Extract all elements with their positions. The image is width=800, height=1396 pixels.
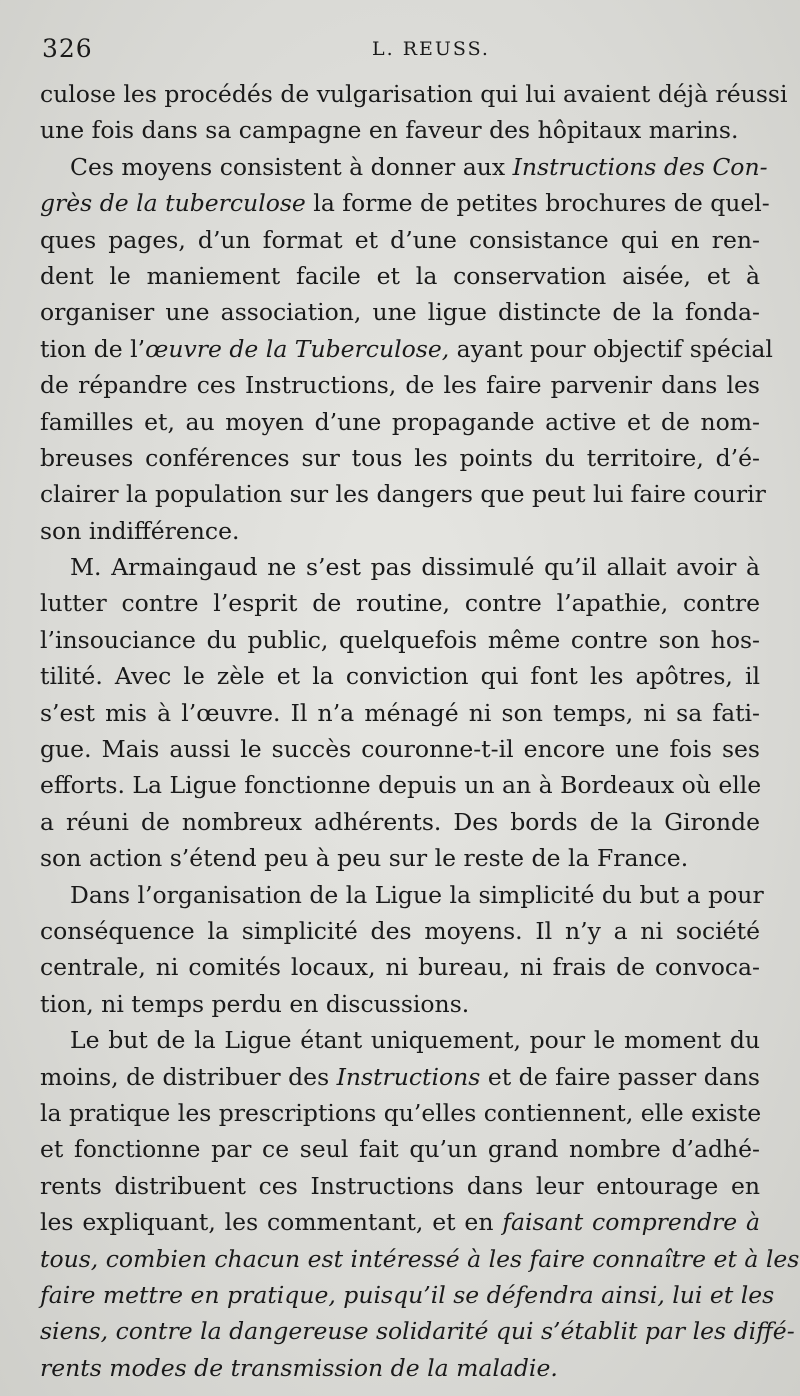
text-line: [40, 331, 773, 367]
text-line: la pratique les prescriptions qu’elles contiennent, elle existe: [40, 1098, 762, 1127]
text-line: tion, ni temps perdu en discussions.: [40, 989, 470, 1018]
italic-text: Instructions des Con-: [512, 152, 768, 181]
text-line: [40, 1059, 760, 1095]
running-head: L. REUSS.: [372, 38, 490, 60]
text-run: et de faire passer dans: [480, 1062, 760, 1091]
italic-text: Instructions: [336, 1062, 481, 1091]
text-line: breuses conférences sur tous les points du territoire, d’é-: [40, 443, 760, 472]
text-line: lutter contre l’esprit de routine, contre l’apathie, contre: [40, 589, 760, 618]
text-line: rents modes de transmission de la maladie.: [40, 1353, 558, 1382]
text-line: conséquence la simplicité des moyens. Il n’y a ni société: [40, 916, 760, 945]
page-header: [42, 34, 760, 68]
text-line: rents distribuent ces Instructions dans leur entourage en: [40, 1171, 760, 1200]
text-line: [40, 149, 768, 185]
text-line: culose les procédés de vulgarisation qui lui avaient déjà réussi: [40, 80, 788, 108]
text-line: a réuni de nombreux adhérents. Des bords de la Gironde: [40, 807, 760, 836]
text-line: familles et, au moyen d’une propagande active et de nom-: [40, 407, 760, 436]
text-line: de répandre ces Instructions, de les faire parvenir dans les: [40, 371, 760, 400]
text-run: tion de l’: [40, 334, 146, 363]
text-line: clairer la population sur les dangers que peut lui faire courir: [40, 480, 766, 509]
text-line: dent le maniement facile et la conservation aisée, et à: [40, 261, 760, 290]
italic-text: grès de la tuberculose: [40, 189, 306, 218]
text-line: tilité. Avec le zèle et la conviction qui font les apôtres, il: [40, 662, 760, 691]
text-run: ayant pour objectif spécial: [449, 334, 773, 363]
italic-text: œuvre de la Tuberculose,: [145, 334, 450, 363]
text-line: siens, contre la dangereuse solidarité qui s’établit par les diffé-: [40, 1317, 795, 1346]
text-line: efforts. La Ligue fonctionne depuis un an à Bordeaux où elle: [40, 771, 762, 800]
text-line: organiser une association, une ligue distincte de la fonda-: [40, 298, 760, 327]
text-line: une fois dans sa campagne en faveur des hôpitaux marins.: [40, 116, 739, 145]
text-line: tous, combien chacun est intéressé à les faire connaître et à les: [40, 1244, 800, 1273]
text-line: [40, 1204, 760, 1240]
text-line: et fonctionne par ce seul fait qu’un grand nombre d’adhé-: [40, 1135, 760, 1164]
italic-text: faisant comprendre à: [502, 1208, 760, 1237]
body-text: [40, 76, 800, 1386]
page-number: 326: [42, 34, 93, 63]
text-run: moins, de distribuer des: [40, 1062, 337, 1091]
text-run: Ces moyens consistent à donner aux: [70, 152, 513, 181]
text-line: faire mettre en pratique, puisqu’il se défendra ainsi, lui et les: [40, 1280, 775, 1309]
text-line: gue. Mais aussi le succès couronne-t-il encore une fois ses: [40, 735, 760, 764]
text-line: s’est mis à l’œuvre. Il n’a ménagé ni son temps, ni sa fati-: [40, 698, 760, 727]
text-line: Dans l’organisation de la Ligue la simplicité du but a pour: [70, 880, 764, 909]
text-line: Le but de la Ligue étant uniquement, pour le moment du: [70, 1026, 760, 1055]
text-run: la forme de petites brochures de quel-: [305, 189, 770, 218]
text-run: les expliquant, les commentant, et en: [40, 1208, 503, 1237]
text-line: M. Armaingaud ne s’est pas dissimulé qu’il allait avoir à: [70, 553, 760, 582]
text-line: centrale, ni comités locaux, ni bureau, ni frais de convoca-: [40, 953, 760, 982]
text-line: son action s’étend peu à peu sur le reste de la France.: [40, 844, 689, 873]
text-line: l’insouciance du public, quelquefois même contre son hos-: [40, 625, 760, 654]
text-line: son indifférence.: [40, 516, 240, 545]
text-line: [40, 185, 770, 221]
text-line: ques pages, d’un format et d’une consistance qui en ren-: [40, 225, 760, 254]
